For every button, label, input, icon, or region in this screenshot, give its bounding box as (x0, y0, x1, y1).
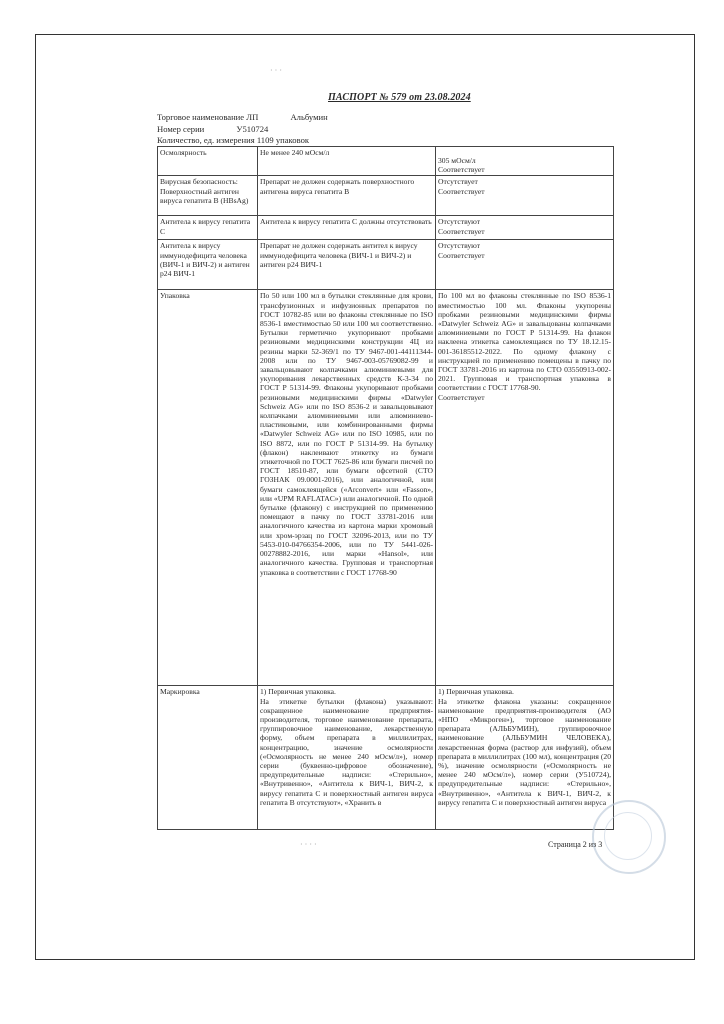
page-number: Страница 2 из 3 (548, 840, 603, 849)
table-row (158, 290, 614, 686)
document-meta (157, 112, 328, 147)
result-cell: Отсутствуют Соответствует (436, 216, 614, 240)
quantity-row (157, 135, 328, 147)
norm-cell: По 50 или 100 мл в бутылки стеклянные для крови, трансфузионных и инфузионных препаратов по ГОСТ 10782-85 или во флаконы стеклянные по ISO 8536-1 вместимостью 50 или 100 мл соответственно. Бутылки герметично укупоривают пробками резиновыми медицинскими конструкции 4Ц из резины марки 52-369/1 по ТУ 9467-001-44111344-2008 или по ТУ 9467-003-05769082-99 и завальцовывают колпачками алюминиевыми для укупоривания лекарственных средств К-3-34 по ГОСТ Р 51314-99. Флаконы укупоривают пробками резиновыми медицинскими фирмы «Datwyler Schweiz AG» или по ISO 8536-2 и завальцовывают колпачками алюминиевыми или алюминиево-пластиковыми, или комбинированными фирмы «Datwyler Schweiz AG» или по ISO 10985, или по ISO 8872, или по ГОСТ Р 51314-99. На бутылку (флакон) наклеивают этикетку из бумаги этикеточной по ГОСТ 7625-86 или бумаги писчей по ГОСТ 18510-87, или бумаги офсетной (СТО ГОЗНАК 09.0001-2016), или аналогичной, или бумаги самоклеящейся («Arconvert» или «Fasson», или «UPM RAFLATAC») или аналогичной. По одной бутылке (флакону) с инструкцией по применению помещают в пачку по ГОСТ 33781-2016 или аналогичного качества из картона марки хромовый или хром-эрзац по ГОСТ 32096-2013, или по ТУ 5453-010-04766354-2006, или по ТУ 5441-026-00278882-2016, или марки «Hansol», или аналогичного качества. Групповая и транспортная упаковка в соответствии с ГОСТ 17768-90 (258, 290, 436, 686)
norm-cell: 1) Первичная упаковка. На этикетке бутылки (флакона) указывают: сокращенное наименование предприятия-производителя, торговое наименование препарата, группировочное наименование, лекарственную форму, объем препарата в миллилитрах, концентрацию, значение осмолярности («Осмолярность не менее 240 мОсм/л»), номер серии (буквенно-цифровое обозначение), предупредительные надписи: «Стерильно», «Внутривенно», «Антитела к ВИЧ-1, ВИЧ-2, к вирусу гепатита С и поверхностный антиген вируса гепатита В отсутствуют», «Хранить в (258, 686, 436, 830)
trade-name-value: Альбумин (290, 112, 328, 122)
table-row (158, 240, 614, 290)
param-cell: Антитела к вирусу иммунодефицита человека (ВИЧ-1 и ВИЧ-2) и антиген р24 ВИЧ-1 (158, 240, 258, 290)
param-cell: Антитела к вирусу гепатита С (158, 216, 258, 240)
table-row (158, 686, 614, 830)
trade-name-label: Торговое наименование ЛП (157, 112, 259, 122)
table-row (158, 216, 614, 240)
param-cell: Вирусная безопасность: Поверхностный антиген вируса гепатита В (HBsAg) (158, 176, 258, 216)
series-row (157, 124, 328, 136)
trade-name-row (157, 112, 328, 124)
series-label: Номер серии (157, 123, 205, 134)
table-row (158, 176, 614, 216)
round-stamp (592, 800, 666, 874)
param-cell: Осмолярность (158, 147, 258, 176)
result-cell: Отсутствует Соответствует (436, 176, 614, 216)
result-cell: Отсутствуют Соответствует (436, 240, 614, 290)
scan-noise: · · · · (300, 840, 317, 849)
document-title: ПАСПОРТ № 579 от 23.08.2024 (328, 92, 471, 103)
quality-table (157, 146, 614, 830)
table-row (158, 147, 614, 176)
scan-noise: · · · (270, 66, 282, 75)
param-cell: Маркировка (158, 686, 258, 830)
series-value: У510724 (236, 123, 269, 134)
result-cell: 305 мОсм/л Соответствует (436, 147, 614, 176)
norm-cell: Антитела к вирусу гепатита С должны отсутствовать (258, 216, 436, 240)
result-cell: По 100 мл во флаконы стеклянные по ISO 8536-1 вместимостью 100 мл. Флаконы укупорены пробками резиновыми медицинскими фирмы «Datwyler Schweiz AG» и завальцованы колпачками алюминиевыми по ГОСТ Р 51314-99. На флакон наклеена этикетка самоклеящаяся по ТУ 18.12.15-001-36185512-2022. По одному флакону с инструкцией по применению помещены в пачку по ГОСТ 33781-2016 из картона по СТО 03550913-002-2021. Групповая и транспортная упаковка в соответствии с ГОСТ 17768-90. Соответствует (436, 290, 614, 686)
norm-cell: Препарат не должен содержать антител к вирусу иммунодефицита человека (ВИЧ-1 и ВИЧ-2) и антиген р24 ВИЧ-1 (258, 240, 436, 290)
norm-cell: Не менее 240 мОсм/л (258, 147, 436, 176)
norm-cell: Препарат не должен содержать поверхностного антигена вируса гепатита В (258, 176, 436, 216)
result-cell: 1) Первичная упаковка. На этикетке флакона указаны: сокращенное наименование предприятия-производителя (АО «НПО «Микроген»), торговое наименование препарата (АЛЬБУМИН), группировочное наименование (АЛЬБУМИН ЧЕЛОВЕКА), лекарственная форма (раствор для инфузий), объем препарата в миллилитрах (100 мл), концентрация (20 %), значение осмолярности («Осмолярность не менее 240 мОсм/л»), номер серии (У510724), предупредительные надписи: «Стерильно», «Внутривенно», «Антитела к ВИЧ-1, ВИЧ-2, к вирусу гепатита С и поверхностный антиген вируса (436, 686, 614, 830)
param-cell: Упаковка (158, 290, 258, 686)
quantity-value: 1109 упаковок (256, 135, 310, 145)
quantity-label: Количество, ед. измерения (157, 135, 255, 145)
